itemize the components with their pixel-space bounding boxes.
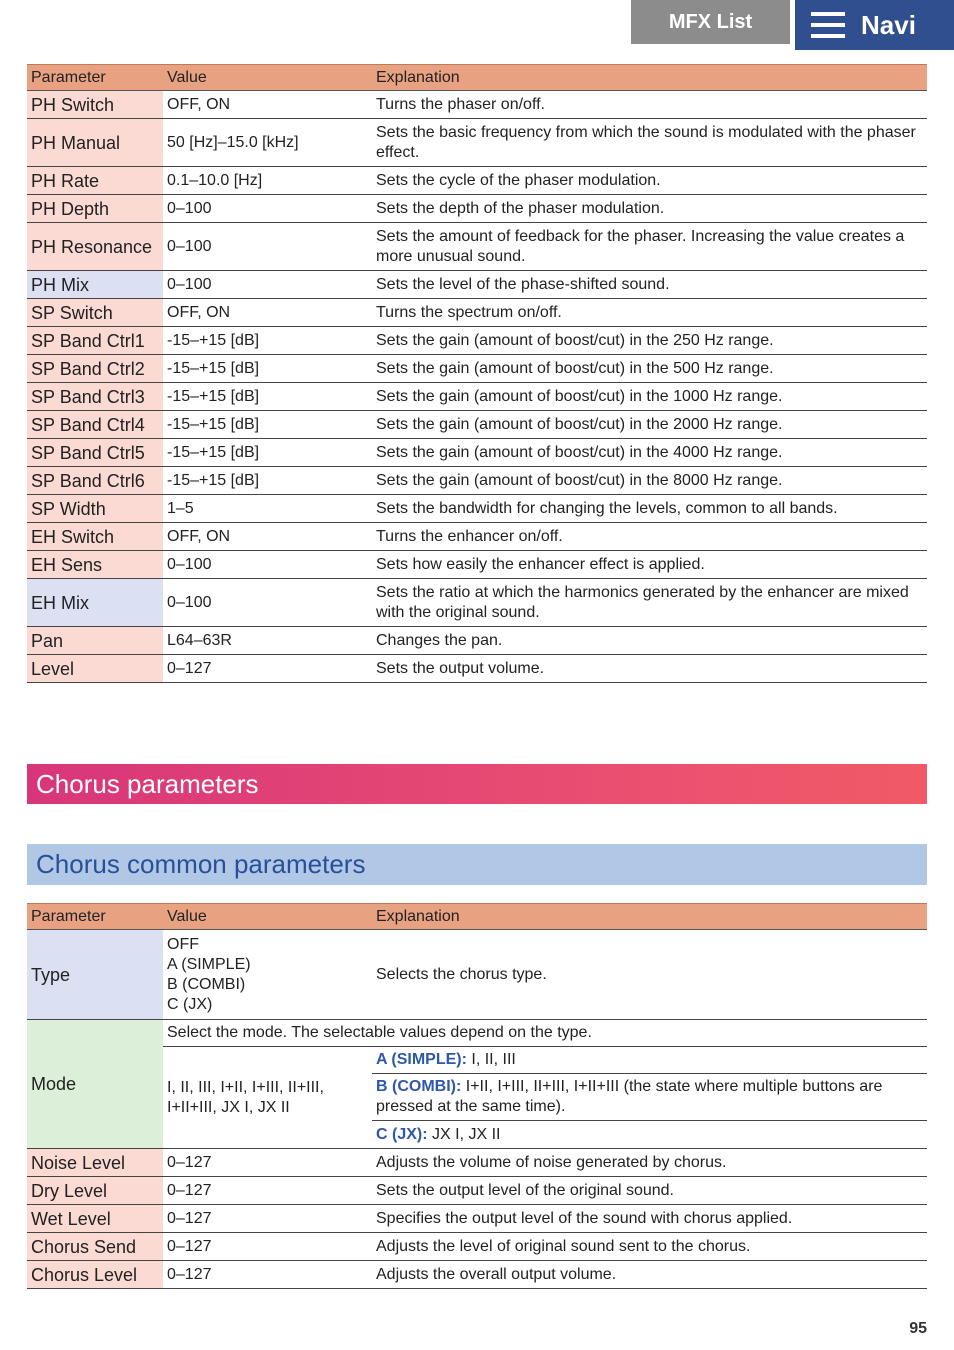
table-row bbox=[27, 579, 927, 627]
header-value: Value bbox=[163, 904, 372, 930]
explanation-cell: Adjusts the volume of noise generated by chorus. bbox=[372, 1149, 927, 1177]
param-cell: Dry Level bbox=[27, 1177, 163, 1205]
mode-item-key: C (JX): bbox=[376, 1125, 428, 1143]
table-row bbox=[27, 223, 927, 271]
value-cell: -15–+15 [dB] bbox=[163, 411, 372, 439]
mode-item bbox=[372, 1047, 927, 1074]
param-cell: SP Band Ctrl3 bbox=[27, 383, 163, 411]
value-cell: 0–100 bbox=[163, 551, 372, 579]
param-cell: Type bbox=[27, 930, 163, 1020]
table-header-row bbox=[27, 65, 927, 91]
value-cell: OFF, ON bbox=[163, 523, 372, 551]
explanation-cell: Sets the gain (amount of boost/cut) in the 4000 Hz range. bbox=[372, 439, 927, 467]
mode-item-key: B (COMBI): bbox=[376, 1078, 462, 1095]
param-cell: SP Band Ctrl4 bbox=[27, 411, 163, 439]
table-row bbox=[27, 299, 927, 327]
explanation-cell: Adjusts the level of original sound sent to the chorus. bbox=[372, 1233, 927, 1261]
table-row bbox=[27, 1177, 927, 1205]
explanation-cell: Selects the chorus type. bbox=[372, 930, 927, 1020]
explanation-cell: Specifies the output level of the sound with chorus applied. bbox=[372, 1205, 927, 1233]
table-row bbox=[27, 1233, 927, 1261]
type-value: C (JX) bbox=[167, 995, 213, 1013]
subsection-heading: Chorus common parameters bbox=[27, 844, 927, 885]
header-value: Value bbox=[163, 65, 372, 91]
table-header-row bbox=[27, 904, 927, 930]
param-cell: SP Width bbox=[27, 495, 163, 523]
mfx-list-button[interactable] bbox=[631, 0, 790, 44]
phaser-parameter-table bbox=[27, 64, 927, 683]
value-cell: OFF, ON bbox=[163, 299, 372, 327]
table-row bbox=[27, 1149, 927, 1177]
param-cell: Pan bbox=[27, 627, 163, 655]
value-cell: 0–127 bbox=[163, 1149, 372, 1177]
mode-item-key: A (SIMPLE): bbox=[376, 1051, 467, 1068]
value-cell: 0–127 bbox=[163, 1205, 372, 1233]
explanation-cell: Turns the phaser on/off. bbox=[372, 91, 927, 119]
mode-note: Select the mode. The selectable values depend on the type. bbox=[163, 1020, 927, 1047]
table-row bbox=[27, 167, 927, 195]
header-explanation: Explanation bbox=[372, 65, 927, 91]
param-cell: SP Band Ctrl2 bbox=[27, 355, 163, 383]
type-value: A (SIMPLE) bbox=[167, 955, 251, 973]
value-cell: OFF, ON bbox=[163, 91, 372, 119]
table-row-type bbox=[27, 930, 927, 1020]
table-row bbox=[27, 1205, 927, 1233]
mode-item bbox=[372, 1121, 927, 1149]
explanation-cell: Turns the spectrum on/off. bbox=[372, 299, 927, 327]
explanation-cell: Sets the output volume. bbox=[372, 655, 927, 683]
param-cell: PH Rate bbox=[27, 167, 163, 195]
table-row bbox=[27, 1261, 927, 1289]
mode-item-text: JX I, JX II bbox=[427, 1125, 501, 1143]
header-parameter: Parameter bbox=[27, 65, 163, 91]
table-row bbox=[27, 439, 927, 467]
param-cell: PH Switch bbox=[27, 91, 163, 119]
param-cell: SP Band Ctrl6 bbox=[27, 467, 163, 495]
value-cell: -15–+15 [dB] bbox=[163, 327, 372, 355]
table-row bbox=[27, 119, 927, 167]
value-cell: 0–100 bbox=[163, 195, 372, 223]
table-row bbox=[27, 411, 927, 439]
explanation-cell: Sets the cycle of the phaser modulation. bbox=[372, 167, 927, 195]
explanation-cell: Adjusts the overall output volume. bbox=[372, 1261, 927, 1289]
type-value: B (COMBI) bbox=[167, 975, 246, 993]
value-cell: 50 [Hz]–15.0 [kHz] bbox=[163, 119, 372, 167]
explanation-cell: Sets the amount of feedback for the phaser. Increasing the value creates a more unusual sound. bbox=[372, 223, 927, 271]
mode-item-text: I+II, I+III, II+III, I+II+III (the state where multiple buttons are pressed at the same time). bbox=[376, 1078, 883, 1115]
param-cell: EH Mix bbox=[27, 579, 163, 627]
param-cell: PH Resonance bbox=[27, 223, 163, 271]
type-value: OFF bbox=[167, 935, 199, 953]
menu-icon bbox=[811, 12, 845, 38]
value-cell: 0–127 bbox=[163, 1233, 372, 1261]
header-parameter: Parameter bbox=[27, 904, 163, 930]
param-cell: SP Band Ctrl5 bbox=[27, 439, 163, 467]
section-heading: Chorus parameters bbox=[27, 764, 927, 804]
table-row bbox=[27, 655, 927, 683]
param-cell: SP Band Ctrl1 bbox=[27, 327, 163, 355]
explanation-cell: Sets the gain (amount of boost/cut) in the 2000 Hz range. bbox=[372, 411, 927, 439]
table-row bbox=[27, 195, 927, 223]
table-row bbox=[27, 551, 927, 579]
table-row bbox=[27, 627, 927, 655]
param-cell: PH Depth bbox=[27, 195, 163, 223]
value-cell: -15–+15 [dB] bbox=[163, 439, 372, 467]
explanation-cell: Sets the gain (amount of boost/cut) in the 500 Hz range. bbox=[372, 355, 927, 383]
explanation-cell: Sets the ratio at which the harmonics generated by the enhancer are mixed with the original sound. bbox=[372, 579, 927, 627]
param-cell: Wet Level bbox=[27, 1205, 163, 1233]
header-explanation: Explanation bbox=[372, 904, 927, 930]
mode-item bbox=[372, 1074, 927, 1121]
param-cell: PH Manual bbox=[27, 119, 163, 167]
value-cell: 0–127 bbox=[163, 655, 372, 683]
value-cell: 0.1–10.0 [Hz] bbox=[163, 167, 372, 195]
navi-button[interactable] bbox=[795, 0, 954, 50]
value-cell: 0–100 bbox=[163, 271, 372, 299]
value-cell: -15–+15 [dB] bbox=[163, 383, 372, 411]
explanation-cell: Sets the gain (amount of boost/cut) in the 250 Hz range. bbox=[372, 327, 927, 355]
explanation-cell: Sets the depth of the phaser modulation. bbox=[372, 195, 927, 223]
explanation-cell: Sets the basic frequency from which the sound is modulated with the phaser effect. bbox=[372, 119, 927, 167]
param-cell: Level bbox=[27, 655, 163, 683]
param-cell: EH Sens bbox=[27, 551, 163, 579]
table-row bbox=[27, 383, 927, 411]
explanation-cell: Changes the pan. bbox=[372, 627, 927, 655]
table-row bbox=[27, 523, 927, 551]
chorus-common-parameter-table bbox=[27, 903, 927, 1289]
explanation-cell: Sets the output level of the original sound. bbox=[372, 1177, 927, 1205]
explanation-cell: Turns the enhancer on/off. bbox=[372, 523, 927, 551]
explanation-cell: Sets the gain (amount of boost/cut) in the 8000 Hz range. bbox=[372, 467, 927, 495]
page-number: 95 bbox=[909, 1320, 927, 1337]
param-cell: PH Mix bbox=[27, 271, 163, 299]
param-cell: Chorus Level bbox=[27, 1261, 163, 1289]
value-cell: 1–5 bbox=[163, 495, 372, 523]
param-cell: Chorus Send bbox=[27, 1233, 163, 1261]
value-cell: I, II, III, I+II, I+III, II+III, I+II+III, JX I, JX II bbox=[163, 1047, 372, 1149]
value-cell: 0–127 bbox=[163, 1261, 372, 1289]
explanation-cell: Sets the level of the phase-shifted sound. bbox=[372, 271, 927, 299]
param-cell: Mode bbox=[27, 1020, 163, 1149]
explanation-cell: Sets the bandwidth for changing the levels, common to all bands. bbox=[372, 495, 927, 523]
table-row bbox=[27, 91, 927, 119]
mfx-list-label: MFX List bbox=[668, 10, 753, 33]
param-cell: EH Switch bbox=[27, 523, 163, 551]
navi-label: Navi bbox=[861, 9, 916, 40]
value-cell: -15–+15 [dB] bbox=[163, 467, 372, 495]
explanation-cell: Sets the gain (amount of boost/cut) in the 1000 Hz range. bbox=[372, 383, 927, 411]
table-row bbox=[27, 327, 927, 355]
value-cell: 0–127 bbox=[163, 1177, 372, 1205]
mode-item-text: I, II, III bbox=[466, 1051, 516, 1068]
value-cell: 0–100 bbox=[163, 223, 372, 271]
table-row bbox=[27, 467, 927, 495]
table-row-mode bbox=[27, 1020, 927, 1047]
explanation-cell: Sets how easily the enhancer effect is applied. bbox=[372, 551, 927, 579]
table-row bbox=[27, 271, 927, 299]
value-cell: 0–100 bbox=[163, 579, 372, 627]
value-cell: -15–+15 [dB] bbox=[163, 355, 372, 383]
param-cell: Noise Level bbox=[27, 1149, 163, 1177]
table-row bbox=[27, 495, 927, 523]
param-cell: SP Switch bbox=[27, 299, 163, 327]
value-cell bbox=[163, 930, 372, 1020]
value-cell: L64–63R bbox=[163, 627, 372, 655]
table-row bbox=[27, 355, 927, 383]
